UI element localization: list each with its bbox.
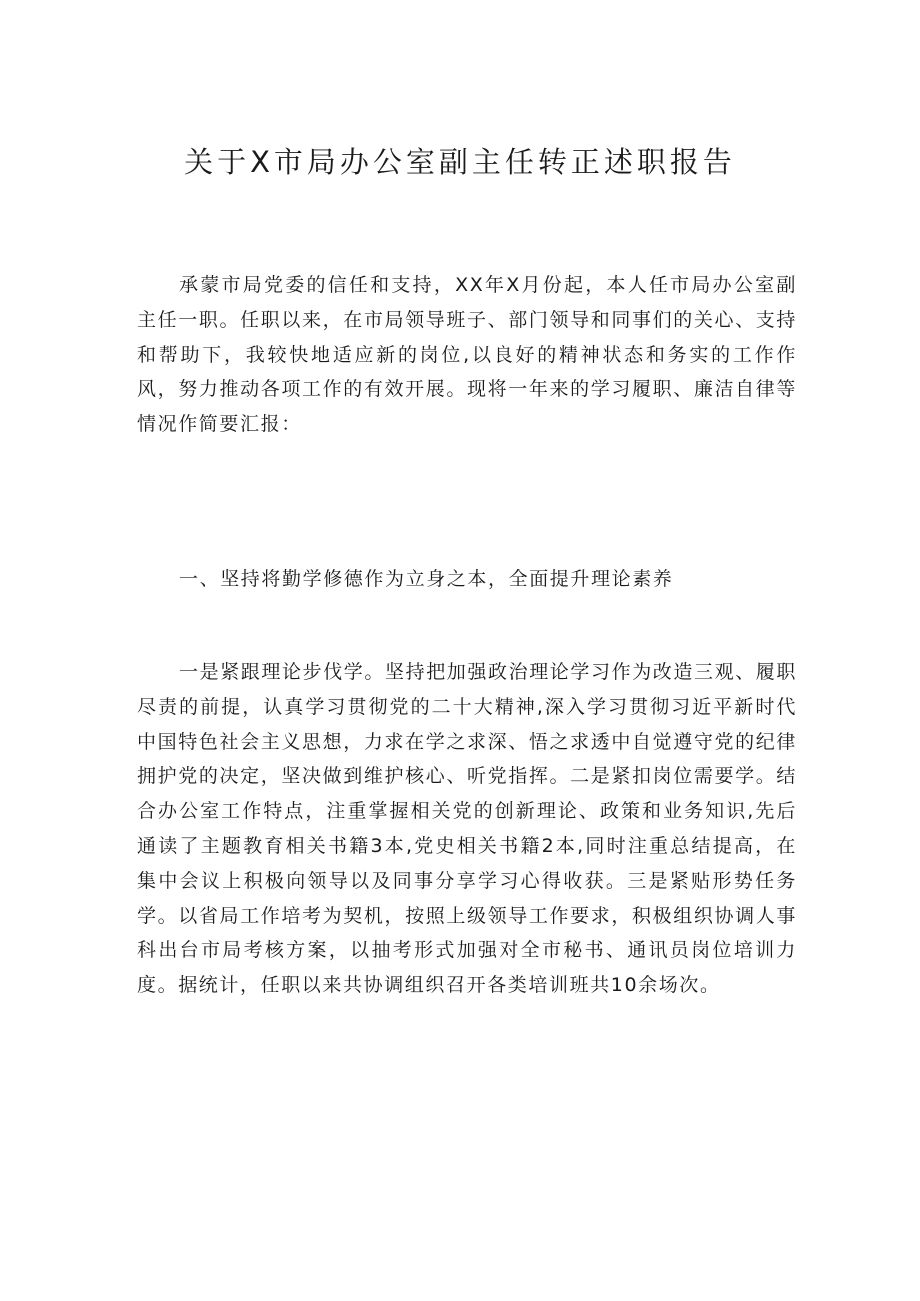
document-title: 关于X市局办公室副主任转正述职报告	[184, 145, 736, 179]
body-paragraph: 一是紧跟理论步伐学。坚持把加强政治理论学习作为改造三观、履职尽责的前提，认真学习贯彻党的二十大精神,深入学习贯彻习近平新时代中国特色社会主义思想，力求在学之求深、悟之求透中自觉遵守党的纪律拥护党的决定，坚决做到维护核心、听党指挥。二是紧扣岗位需要学。结合办公室工作特点，注重掌握相关党的创新理论、政策和业务知识,先后通读了主题教育相关书籍3本,党史相关书籍2本,同时注重总结提高，在集中会议上积极向领导以及同事分享学习心得收获。三是紧贴形势任务学。以省局工作培考为契机，按照上级领导工作要求，积极组织协调人事科出台市局考核方案，以抽考形式加强对全市秘书、通讯员岗位培训力度。据统计，任职以来共协调组织召开各类培训班共10余场次。	[137, 661, 798, 997]
intro-paragraph: 承蒙市局党委的信任和支持，XX年X月份起，本人任市局办公室副主任一职。任职以来，在市局领导班子、部门领导和同事们的关心、支持和帮助下，我较快地适应新的岗位,以良好的精神状态和务实的工作作风，努力推动各项工作的有效开展。现将一年来的学习履职、廉洁自律等情况作简要汇报：	[137, 274, 797, 436]
section-heading: 一、坚持将勤学修德作为立身之本，全面提升理论素养	[179, 568, 674, 590]
